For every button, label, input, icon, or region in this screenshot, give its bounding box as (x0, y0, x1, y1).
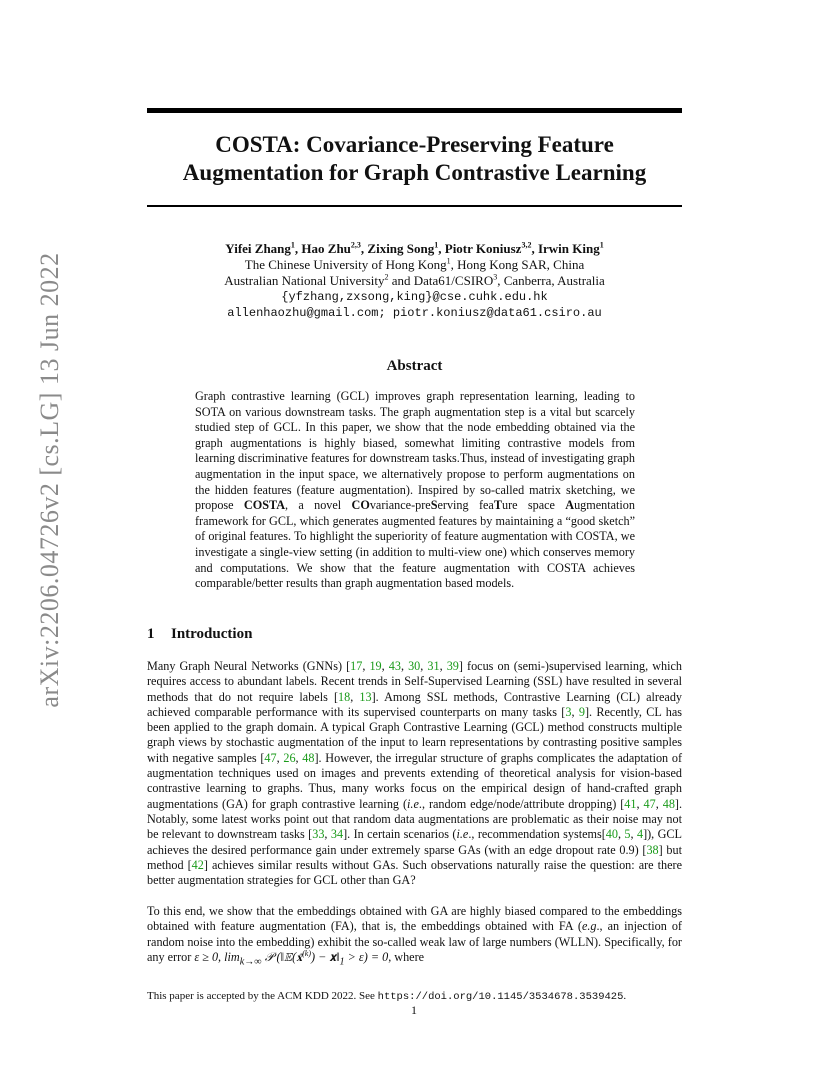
intro-paragraph-1: Many Graph Neural Networks (GNNs) [17, 19, 43, 30, 31, 39] focus on (semi-)supervised learning, which requires access to abundant labels. Recent trends in Self-Supervised Learning (SSL) have resulted in several methods that do not require labels [18, 13]. Among SSL methods, Contrastive Learning (CL) already achieved comparable performance with its supervised counterparts on many tasks [3, 9]. Recently, CL has been applied to the graph domain. A typical Graph Contrastive Learning (GCL) method constructs multiple graph views by stochastic augmentation of the input to learn representations by contrasting positive samples with negative samples [47, 26, 48]. However, the irregular structure of graphs complicates the adaptation of augmentation techniques used on images and prevents extending of theoretical analysis for vision-based contrastive learning to graphs. Thus, many works focus on the empirical design of hand-crafted graph augmentations (GA) for graph contrastive learning (i.e., random edge/node/attribute dropping) [41, 47, 48]. Notably, some latest works point out that random data augmentations are problematic as their noise may not be relevant to downstream tasks [33, 34]. In certain scenarios (i.e., recommendation systems[40, 5, 4]), GCL achieves the desired performance gain under extremely sparse GAs (with an edge dropout rate 0.9) [38] but method [42] achieves similar results without GAs. Such observations naturally raise the question: are there better augmentation strategies for GCL other than GA? (147, 659, 683, 888)
citation-link[interactable]: 26 (283, 750, 296, 765)
citation-link[interactable]: 5 (624, 827, 631, 842)
citation-link[interactable]: 31 (427, 659, 440, 673)
citation-link[interactable]: 42 (191, 857, 204, 872)
author-4: Piotr Koniusz (444, 241, 522, 256)
doi-link[interactable]: https://doi.org/10.1145/3534678.3539425 (377, 991, 624, 1003)
affiliation-1: The Chinese University of Hong Kong$^1$, Hong Kong SAR, China (244, 256, 585, 272)
paper-title (147, 131, 682, 187)
author-5: Irwin King (537, 241, 600, 256)
citation-link[interactable]: 47 (643, 796, 656, 811)
intro-paragraph-2: To this end, we show that the embeddings obtained with GA are highly biased compared to the embeddings obtained with feature augmentation (FA), that is, the embeddings obtained with FA (e.g., an injection of random noise into the embedding) exhibit the so-called weak law of large numbers (WLLN). Specifically, for any error ε ≥ 0, $\lim_{k\to\infty}$ 𝒫 (‖𝔼(𝐱̃$^{(k)}$) − $𝐱‖_1 > \varepsilon) = 0$, where (147, 904, 682, 968)
email-line-1: {yfzhang,zxsong,king}@cse.cuhk.edu.hk (281, 290, 548, 304)
citation-link[interactable]: 4 (636, 827, 644, 842)
citation-link[interactable]: 47 (264, 750, 277, 765)
abstract-text: Graph contrastive learning (GCL) improves graph representation learning, leading to SOTA on various downstream tasks. The graph augmentation step is a vital but scarcely studied step of GCL. In this paper, we show that the node embedding obtained via the graph augmentations is highly biased, somewhat limiting contrastive models from learning discriminative features for downstream tasks.Thus, instead of investigating graph augmentation in the input space, we alternatively propose to perform augmentations on the hidden features (feature augmentation). Inspired by so-called matrix sketching, we propose COSTA, a novel COvariance-preServing feaTure space Augmentation framework for GCL, which generates augmented features by maintaining a “good sketch” of original features. To highlight the superiority of feature augmentation with COSTA, we investigate a single-view setting (in addition to multi-view one) which conserves memory and computations. We show that the feature augmentation with COSTA achieves comparable/better results than graph augmentation based models. (195, 389, 635, 591)
citation-link[interactable]: 13 (359, 689, 372, 704)
citation-link[interactable]: 40 (605, 827, 618, 842)
abstract-heading: Abstract (386, 358, 443, 374)
author-3: Zixing Song (367, 241, 435, 256)
citation-link[interactable]: 41 (624, 796, 637, 811)
author-1: Yifei Zhang (225, 241, 291, 256)
affiliation-2: Australian National University$^2$ and Data61/CSIRO$^3$, Canberra, Australia (224, 272, 605, 288)
citation-link[interactable]: 3 (565, 704, 572, 719)
arxiv-identifier: arXiv:2206.04726v2 [cs.LG] 13 Jun 2022 (35, 252, 64, 708)
section-heading-introduction (147, 626, 252, 643)
page-number: 1 (411, 1003, 417, 1017)
author-names: Yifei Zhang$^1$, Hao Zhu$^{2,3}$, Zixing Song$^1$, Piotr Koniusz$^{3,2}$, Irwin King$^1$ (225, 240, 604, 256)
title-line-2: Augmentation for Graph Contrastive Learning (182, 160, 647, 185)
citation-link[interactable]: 33 (312, 827, 325, 842)
citation-link[interactable]: 19 (369, 659, 382, 673)
citation-link[interactable]: 48 (302, 750, 315, 765)
title-rule-top (147, 108, 682, 113)
title-rule-bottom (147, 205, 682, 207)
citation-link[interactable]: 17 (350, 659, 363, 673)
citation-link[interactable]: 9 (578, 704, 585, 719)
email-line-2: allenhaozhu@gmail.com; piotr.koniusz@data61.csiro.au (227, 306, 602, 320)
citation-link[interactable]: 34 (330, 827, 344, 842)
section-number: 1 (147, 626, 155, 642)
citation-link[interactable]: 18 (338, 689, 351, 704)
citation-link[interactable]: 30 (408, 659, 421, 673)
citation-link[interactable]: 48 (662, 796, 675, 811)
author-2: Hao Zhu (301, 241, 351, 256)
footnote: This paper is accepted by the ACM KDD 2022. See https://doi.org/10.1145/3534678.3539425. (147, 990, 627, 1003)
citation-link[interactable]: 39 (446, 659, 459, 673)
section-title: Introduction (171, 626, 253, 642)
title-line-1: COSTA: Covariance-Preserving Feature (215, 132, 614, 157)
math-expression: ε ≥ 0, $\lim_{k\to\infty}$ 𝒫 (‖𝔼(𝐱̃$^{(k)}$) − $𝐱‖_1 > \varepsilon) = 0$ (194, 948, 389, 968)
author-block (147, 241, 682, 321)
citation-link[interactable]: 38 (646, 842, 659, 857)
citation-link[interactable]: 43 (388, 659, 401, 673)
